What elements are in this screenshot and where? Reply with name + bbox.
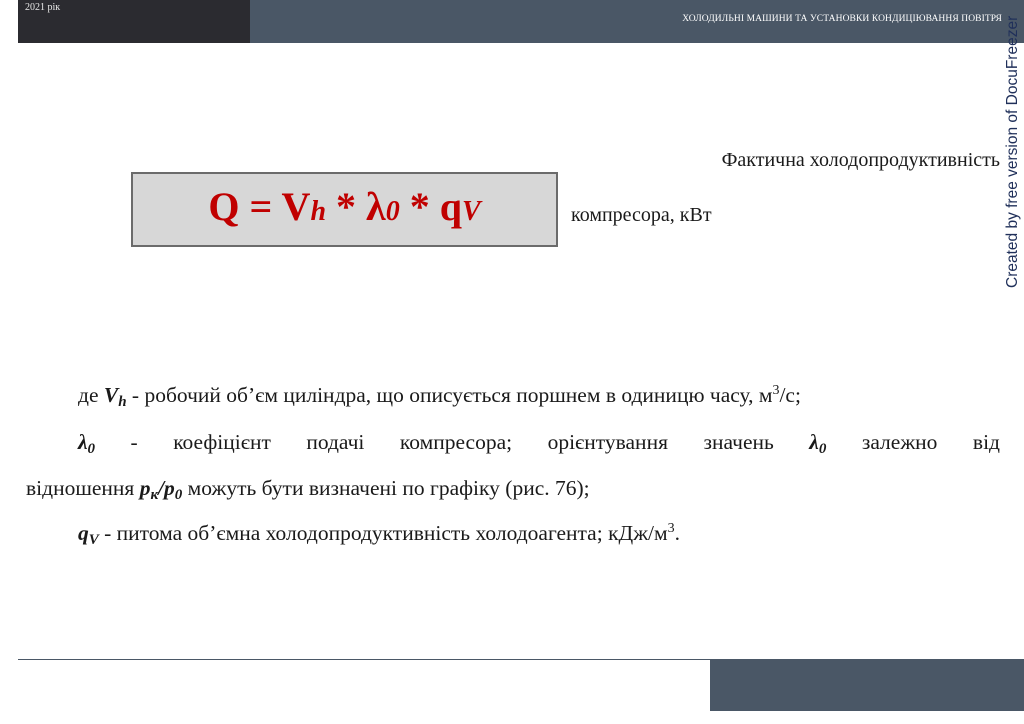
lambda-word: компресора; bbox=[399, 430, 513, 454]
vh-symbol-sub: h bbox=[118, 394, 127, 410]
qv-text: - питома об’ємна холодопродуктивність холодоагента; кДж/м bbox=[98, 521, 668, 545]
lambda-symbol-sub: 0 bbox=[87, 441, 96, 457]
formula-lhs: Q = V bbox=[208, 184, 311, 229]
definition-vh bbox=[78, 383, 801, 411]
qv-symbol-sub: V bbox=[88, 532, 99, 548]
ratio-p1-sub: к bbox=[150, 487, 159, 503]
vh-prefix: де bbox=[78, 383, 104, 407]
lambda-symbol2-main: λ bbox=[809, 430, 819, 454]
lambda-word: подачі bbox=[306, 430, 365, 454]
vh-symbol: V bbox=[103, 383, 119, 407]
formula-lambda-sub: 0 bbox=[385, 196, 400, 227]
lambda-symbol-2 bbox=[809, 430, 826, 458]
lambda-word: від bbox=[972, 430, 1000, 454]
formula-op1: * λ bbox=[326, 184, 386, 229]
ratio-text: можуть бути визначені по графіку (рис. 76); bbox=[182, 476, 590, 500]
formula-op2: * q bbox=[399, 184, 462, 229]
definition-qv bbox=[78, 521, 680, 549]
ratio-slash: / bbox=[158, 476, 165, 500]
qv-symbol: q bbox=[78, 521, 89, 545]
definition-lambda-line1 bbox=[78, 430, 1000, 458]
vh-unit-tail: /с; bbox=[779, 383, 801, 407]
ratio-prefix: відношення bbox=[26, 476, 140, 500]
qv-unit-tail: . bbox=[674, 521, 680, 545]
lambda-word: значень bbox=[703, 430, 774, 454]
lambda-symbol-main: λ bbox=[78, 430, 88, 454]
lambda-symbol2-sub: 0 bbox=[818, 441, 827, 457]
vh-text: - робочий об’єм циліндра, що описується поршнем в одиницю часу, м bbox=[126, 383, 773, 407]
qv-unit-sup: 3 bbox=[667, 521, 675, 536]
header-year: 2021 рік bbox=[25, 2, 61, 13]
lambda-word: коефіцієнт bbox=[173, 430, 271, 454]
ratio-p2: p bbox=[164, 476, 175, 500]
vh-unit-sup: 3 bbox=[772, 383, 780, 398]
formula-q-sub: V bbox=[461, 196, 481, 227]
formula-description-line1: Фактична холодопродуктивність bbox=[721, 149, 1000, 171]
footer-block bbox=[710, 659, 1024, 711]
lambda-word: - bbox=[130, 430, 138, 454]
definition-lambda-line2 bbox=[26, 476, 590, 504]
header-title-bar bbox=[250, 0, 1024, 43]
lambda-word: залежно bbox=[861, 430, 938, 454]
watermark: Created by free version of DocuFreezer bbox=[1004, 15, 1021, 288]
ratio-p2-sub: 0 bbox=[174, 487, 183, 503]
lambda-word: орієнтування bbox=[547, 430, 668, 454]
formula-box bbox=[131, 172, 558, 247]
course-title: ХОЛОДИЛЬНІ МАШИНИ ТА УСТАНОВКИ КОНДИЦІЮВАННЯ ПОВІТРЯ bbox=[682, 14, 1002, 24]
formula-description-line2: компресора, кВт bbox=[571, 204, 712, 226]
lambda-symbol bbox=[78, 430, 95, 458]
ratio-p1: p bbox=[139, 476, 151, 500]
formula-v-sub: h bbox=[310, 196, 327, 227]
footer-line bbox=[18, 659, 710, 660]
formula bbox=[133, 184, 556, 235]
